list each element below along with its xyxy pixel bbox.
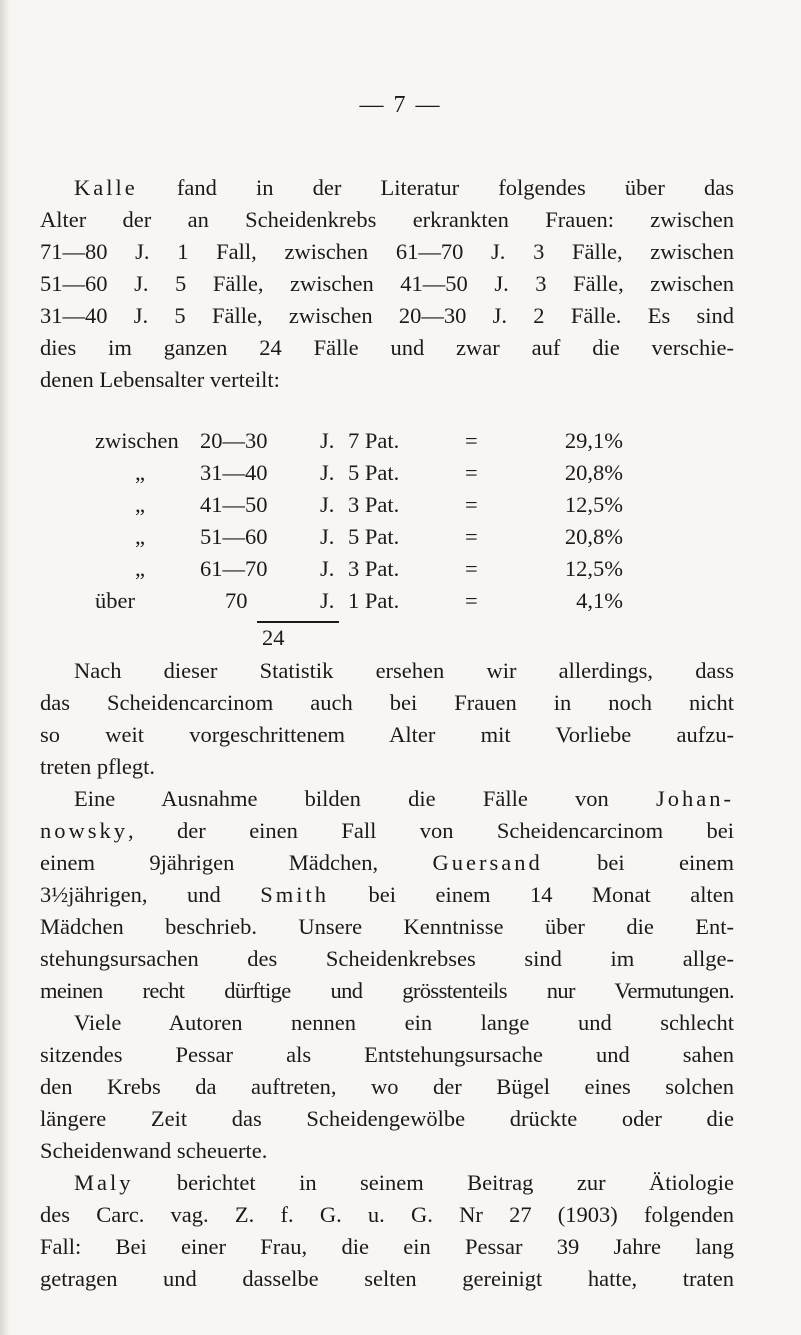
text-line: treten pflegt. — [40, 754, 155, 779]
years-abbrev: J. — [320, 588, 335, 613]
paragraph-conclusion — [40, 655, 734, 783]
text-line: denen Lebensalter verteilt: — [40, 367, 280, 392]
text-line: stehungsursachen des Scheidenkrebses sind im allge- — [40, 946, 734, 971]
page-edge-shadow — [0, 0, 10, 1335]
years-abbrev: J. — [320, 460, 335, 485]
row-label: „ — [135, 492, 145, 517]
table-row — [95, 521, 655, 553]
age-statistics-table — [95, 425, 655, 617]
years-abbrev: J. — [320, 428, 335, 453]
patient-count: 3 Pat. — [348, 556, 400, 581]
table-row — [95, 489, 655, 521]
text-line: Nach dieser Statistik ersehen wir allerdings, dass — [74, 658, 734, 683]
row-label: zwischen — [95, 428, 179, 453]
text-line: längere Zeit das Scheidengewölbe drückte oder die — [40, 1106, 734, 1131]
text-line: Kalle fand in der Literatur folgendes über das — [74, 175, 734, 200]
text-line: das Scheidencarcinom auch bei Frauen in noch nicht — [40, 690, 734, 715]
percentage: 20,8% — [564, 460, 623, 485]
percentage: 12,5% — [564, 492, 623, 517]
page-number: — 7 — — [359, 92, 442, 118]
age-range: 20—30 — [200, 428, 268, 453]
table-row — [95, 425, 655, 457]
author-name-johannowsky: nowsky — [40, 818, 129, 843]
text-line: Fall: Bei einer Frau, die ein Pessar 39 Jahre lang — [40, 1234, 734, 1259]
patient-count: 3 Pat. — [348, 492, 400, 517]
patient-count: 5 Pat. — [348, 460, 400, 485]
age-range: 70 — [225, 588, 248, 613]
age-range: 61—70 — [200, 556, 268, 581]
author-name-guersand: Guersand — [432, 850, 543, 875]
text-line: 31—40 J. 5 Fälle, zwischen 20—30 J. 2 Fälle. Es sind — [40, 303, 734, 328]
paragraph-kalle — [40, 172, 734, 396]
text-line: Viele Autoren nennen ein lange und schlecht — [74, 1010, 734, 1035]
paragraph-pessary — [40, 1007, 734, 1167]
text-line: so weit vorgeschrittenem Alter mit Vorliebe aufzu- — [40, 722, 734, 747]
percentage: 12,5% — [564, 556, 623, 581]
row-label: „ — [135, 460, 145, 485]
text-line: dies im ganzen 24 Fälle und zwar auf die verschie- — [40, 335, 734, 360]
text-line: sitzendes Pessar als Entstehungsursache und sahen — [40, 1042, 734, 1067]
percentage: 29,1% — [564, 428, 623, 453]
text-line: Scheidenwand scheuerte. — [40, 1138, 268, 1163]
equals-sign: = — [465, 524, 478, 549]
age-range: 51—60 — [200, 524, 268, 549]
age-range: 41—50 — [200, 492, 268, 517]
years-abbrev: J. — [320, 556, 335, 581]
table-row — [95, 457, 655, 489]
equals-sign: = — [465, 556, 478, 581]
text-line: meinen recht dürftige und grösstenteils nur Vermutungen. — [40, 978, 734, 1003]
patient-count: 1 Pat. — [348, 588, 400, 613]
text-line: den Krebs da auftreten, wo der Bügel eines solchen — [40, 1074, 734, 1099]
author-name-johannowsky: Johan- — [656, 786, 734, 811]
text-line: Maly berichtet in seinem Beitrag zur Ätiologie — [74, 1170, 734, 1195]
total-patients: 24 — [262, 625, 285, 650]
patient-count: 5 Pat. — [348, 524, 400, 549]
text-line: Mädchen beschrieb. Unsere Kenntnisse über die Ent- — [40, 914, 734, 939]
text-line: des Carc. vag. Z. f. G. u. G. Nr 27 (1903) folgenden — [40, 1202, 734, 1227]
text-line: 3½jährigen, und Smith bei einem 14 Monat alten — [40, 882, 735, 907]
text-line: Alter der an Scheidenkrebs erkrankten Frauen: zwischen — [40, 207, 734, 232]
author-name-maly: Maly — [74, 1170, 134, 1195]
table-row — [95, 553, 655, 585]
percentage: 4,1% — [576, 588, 623, 613]
age-range: 31—40 — [200, 460, 268, 485]
author-name-kalle: Kalle — [74, 175, 138, 200]
paragraph-maly — [40, 1167, 734, 1295]
years-abbrev: J. — [320, 524, 335, 549]
text-line: Eine Ausnahme bilden die Fälle von Johan- — [74, 786, 734, 811]
equals-sign: = — [465, 492, 478, 517]
text-line: 71—80 J. 1 Fall, zwischen 61—70 J. 3 Fälle, zwischen — [40, 239, 734, 264]
years-abbrev: J. — [320, 492, 335, 517]
row-label: „ — [135, 524, 145, 549]
table-row — [95, 585, 655, 617]
patient-count: 7 Pat. — [348, 428, 400, 453]
author-name-smith: Smith — [260, 882, 330, 907]
text-line: einem 9jährigen Mädchen, Guersand bei einem — [40, 850, 734, 875]
equals-sign: = — [465, 428, 478, 453]
row-label: über — [95, 588, 135, 613]
equals-sign: = — [465, 588, 478, 613]
text-line: getragen und dasselbe selten gereinigt hatte, traten — [40, 1266, 734, 1291]
percentage: 20,8% — [564, 524, 623, 549]
equals-sign: = — [465, 460, 478, 485]
text-line: 51—60 J. 5 Fälle, zwischen 41—50 J. 3 Fälle, zwischen — [40, 271, 734, 296]
row-label: „ — [135, 556, 145, 581]
paragraph-exceptions — [40, 783, 734, 1007]
text-line: nowsky, der einen Fall von Scheidencarcinom bei — [40, 818, 734, 843]
